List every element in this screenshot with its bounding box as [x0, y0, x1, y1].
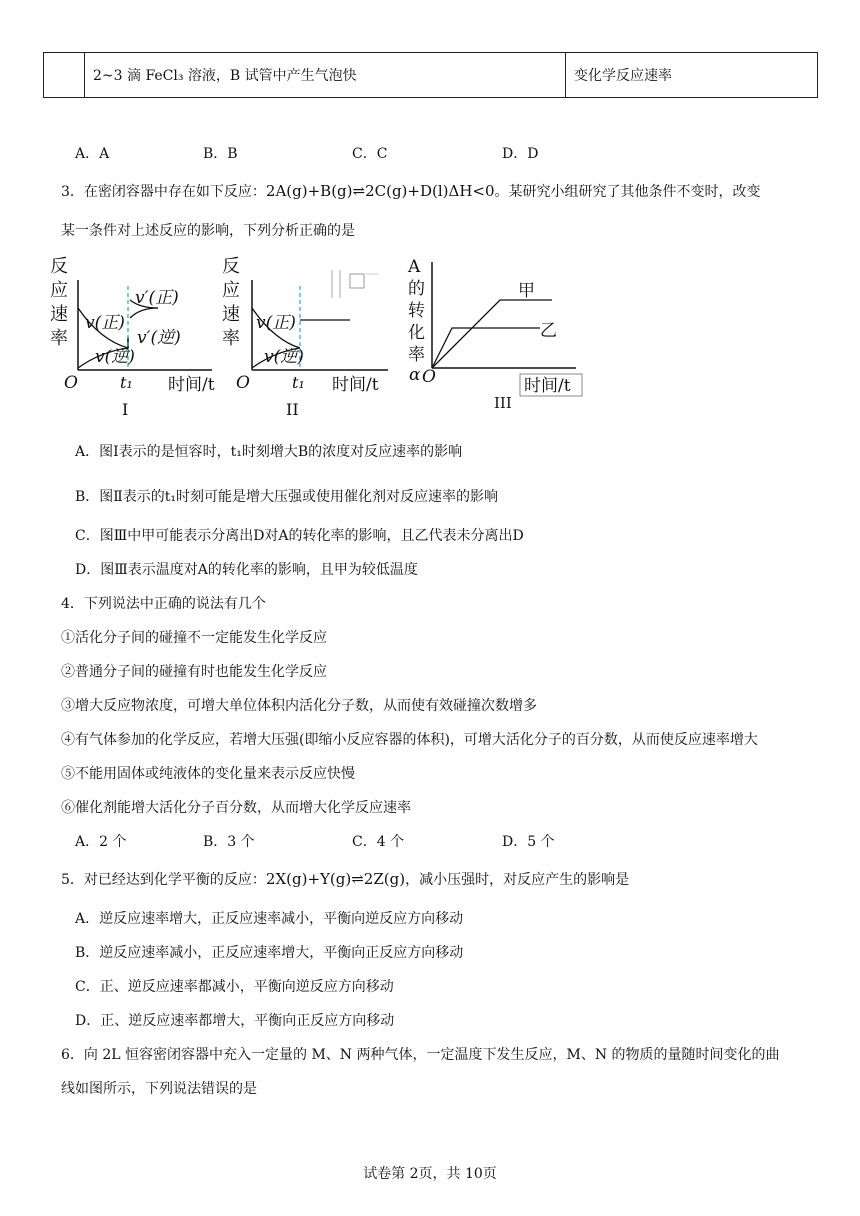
q5-option-d: D．正、逆反应速率都增大，平衡向正反应方向移动 [75, 1013, 395, 1029]
fig3-ylabel-char: α [409, 365, 421, 385]
q6-stem-line1: 6．向 2L 恒容密闭容器中充入一定量的 M、N 两种气体，一定温度下发生反应，M、N 的物质的量随时间变化的曲 [61, 1047, 780, 1063]
q5-stem-prefix: 5．对已经达到化学平衡的反应： [61, 872, 266, 888]
q4-option-b: B．3 个 [203, 834, 255, 850]
fig1-ylabel-char: 反 [50, 256, 68, 277]
q4-option-a: A．2 个 [75, 834, 127, 850]
q3-option-c: C．图Ⅲ中甲可能表示分离出D对A的转化率的影响，且乙代表未分离出D [75, 528, 524, 544]
q4-item-3: ③增大反应物浓度，可增大单位体积内活化分子数，从而使有效碰撞次数增多 [61, 698, 537, 714]
fig3-ylabel-char: 的 [408, 279, 425, 299]
fig2-ylabel-char: 率 [222, 328, 240, 349]
q3-stem-line2: 某一条件对上述反应的影响，下列分析正确的是 [61, 223, 355, 239]
fig1-v-forward: v(正) [85, 313, 125, 333]
fig3-caption: III [494, 394, 512, 412]
q4-item-1: ①活化分子间的碰撞不一定能发生化学反应 [61, 630, 327, 646]
fig2-ylabel [222, 256, 240, 349]
fig1-xlabel: 时间/t [168, 375, 215, 395]
fig3-label-jia: 甲 [518, 281, 535, 301]
fig3-ylabel-char: 率 [408, 345, 425, 365]
fig1-caption: I [122, 400, 129, 419]
page-footer: 试卷第 2页，共 10页 [363, 1166, 497, 1182]
fig2-v-forward: v(正) [256, 313, 296, 333]
q3-equation: 2A(g)+B(g)⇌2C(g)+D(l)ΔH<0 [265, 182, 495, 200]
q4-option-d: D．5 个 [502, 834, 555, 850]
q3-option-b: B．图Ⅱ表示的t₁时刻可能是增大压强或使用催化剂对反应速率的影响 [75, 489, 499, 505]
q3-stem-prefix: 3．在密闭容器中存在如下反应： [61, 184, 266, 200]
fig1-reverse-prime-curve [130, 308, 158, 318]
q5-stem [61, 869, 629, 889]
figure-1 [40, 250, 220, 420]
fig1-ylabel-char: 应 [50, 280, 68, 301]
q3-option-a: A．图Ⅰ表示的是恒容时，t₁时刻增大B的浓度对反应速率的影响 [75, 444, 463, 460]
fig3-origin: O [422, 367, 436, 387]
fig3-ylabel-char: A [408, 257, 421, 277]
fig2-v-reverse: v(逆) [264, 347, 304, 367]
fig1-v-reverse-prime: v′(逆) [137, 328, 181, 348]
fig3-ylabel-char: 化 [408, 323, 425, 343]
q5-option-c: C．正、逆反应速率都减小，平衡向逆反应方向移动 [75, 979, 394, 995]
fig1-ylabel-char: 率 [50, 328, 68, 349]
table-row [44, 53, 818, 98]
table-cell-blank [44, 53, 85, 98]
artifact-glyph [328, 264, 380, 304]
q5-stem-suffix: ，减小压强时，对反应产生的影响是 [405, 872, 630, 888]
fig3-label-yi: 乙 [540, 321, 557, 341]
q4-item-5: ⑤不能用固体或纯液体的变化量来表示反应快慢 [61, 766, 355, 782]
q5-equation: 2X(g)+Y(g)⇌2Z(g) [265, 870, 406, 888]
q4-item-2: ②普通分子间的碰撞有时也能发生化学反应 [61, 664, 327, 680]
top-table [43, 52, 818, 98]
q2-option-c: C．C [352, 146, 388, 162]
q2-option-b: B．B [203, 146, 238, 162]
fig1-t1-label: t₁ [120, 373, 133, 392]
fig3-curve-jia [432, 300, 552, 368]
figure-3 [400, 250, 590, 420]
fig2-caption: II [286, 400, 299, 419]
q4-option-c: C．4 个 [352, 834, 405, 850]
fig2-ylabel-char: 反 [222, 256, 240, 277]
fig2-ylabel-char: 速 [222, 304, 240, 325]
fig3-ylabel [407, 257, 425, 385]
q5-option-b: B．逆反应速率减小，正反应速率增大，平衡向正反应方向移动 [75, 945, 464, 961]
q3-stem-suffix: 。某研究小组研究了其他条件不变时，改变 [494, 184, 761, 200]
fig2-ylabel-char: 应 [222, 280, 240, 301]
q4-item-4: ④有气体参加的化学反应，若增大压强(即缩小反应容器的体积)，可增大活化分子的百分数，从而使反应速率增大 [61, 732, 758, 748]
q2-option-a: A．A [75, 146, 110, 162]
q4-stem: 4．下列说法中正确的说法有几个 [61, 596, 266, 612]
fig1-ylabel-char: 速 [50, 304, 68, 325]
table-cell-conclusion: 变化学反应速率 [566, 53, 818, 98]
fig1-ylabel [50, 256, 68, 349]
fig1-v-forward-prime: v′(正) [135, 288, 179, 308]
fig3-ylabel-char: 转 [408, 301, 425, 321]
fig3-curve-yi [432, 328, 540, 368]
q4-item-6: ⑥催化剂能增大活化分子百分数，从而增大化学反应速率 [61, 800, 411, 816]
fig2-xlabel: 时间/t [332, 375, 379, 395]
q3-stem-line1 [61, 181, 761, 201]
fig2-origin: O [236, 373, 250, 393]
q6-stem-line2: 线如图所示，下列说法错误的是 [61, 1081, 257, 1097]
fig3-xlabel: 时间/t [524, 376, 571, 396]
q5-option-a: A．逆反应速率增大，正反应速率减小，平衡向逆反应方向移动 [75, 911, 464, 927]
fig1-origin: O [64, 373, 78, 393]
fig2-t1-label: t₁ [292, 373, 305, 392]
q3-option-d: D．图Ⅲ表示温度对A的转化率的影响，且甲为较低温度 [75, 562, 418, 578]
fig1-v-reverse: v(逆) [95, 347, 135, 367]
table-cell-phenomenon: 2~3 滴 FeCl₃ 溶液，B 试管中产生气泡快 [85, 53, 566, 98]
q2-option-d: D．D [502, 146, 539, 162]
